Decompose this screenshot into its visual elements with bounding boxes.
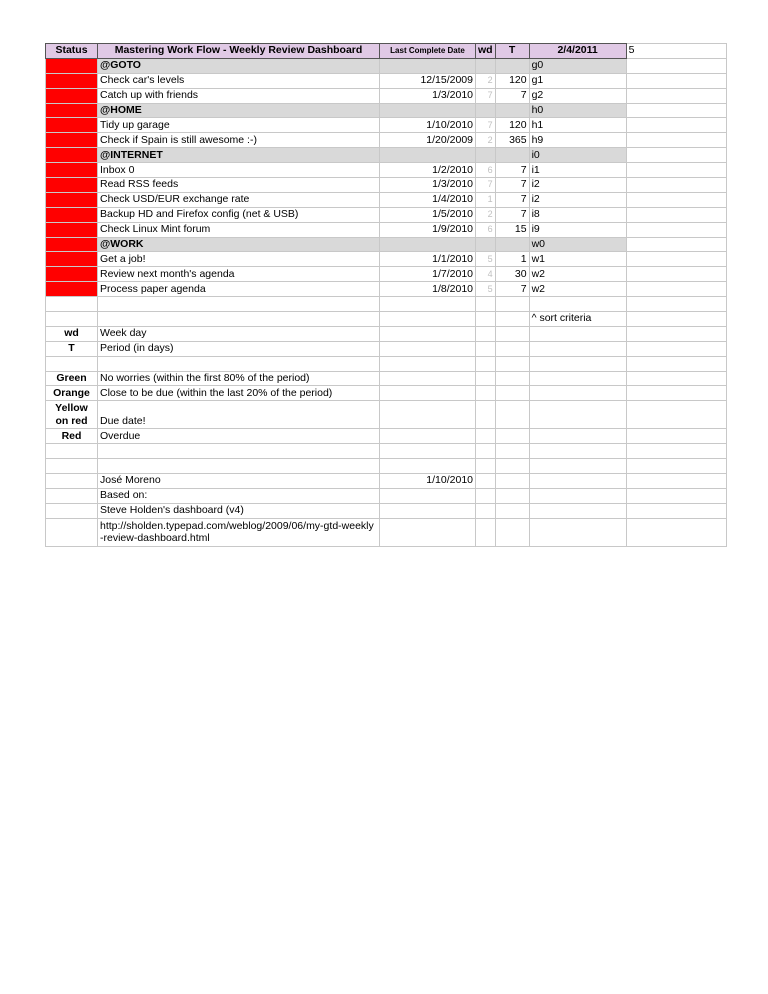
last-complete-cell[interactable]: 1/9/2010: [380, 222, 476, 237]
empty-cell[interactable]: [476, 148, 496, 163]
empty-cell[interactable]: [626, 118, 726, 133]
empty-cell[interactable]: [529, 459, 626, 474]
empty-cell[interactable]: [46, 356, 98, 371]
task-row: [46, 222, 727, 237]
last-complete-cell[interactable]: 12/15/2009: [380, 73, 476, 88]
sort-code-cell[interactable]: w0: [529, 237, 626, 252]
empty-cell[interactable]: [476, 444, 496, 459]
last-complete-cell[interactable]: 1/1/2010: [380, 252, 476, 267]
empty-cell[interactable]: [476, 297, 496, 312]
period-cell[interactable]: 120: [495, 73, 529, 88]
empty-cell[interactable]: [626, 341, 726, 356]
empty-cell[interactable]: [626, 73, 726, 88]
legend-desc[interactable]: Close to be due (within the last 20% of the period): [98, 386, 380, 401]
task-name[interactable]: Check if Spain is still awesome :-): [98, 133, 380, 148]
empty-cell[interactable]: [476, 371, 496, 386]
empty-cell[interactable]: [476, 503, 496, 518]
status-cell[interactable]: [46, 282, 98, 297]
legend-desc[interactable]: No worries (within the first 80% of the period): [98, 371, 380, 386]
wd-header[interactable]: wd: [476, 44, 496, 59]
wd-cell[interactable]: 6: [476, 222, 496, 237]
last-complete-cell[interactable]: 1/3/2010: [380, 88, 476, 103]
empty-cell[interactable]: [98, 297, 380, 312]
empty-cell[interactable]: [495, 429, 529, 444]
empty-cell[interactable]: [380, 356, 476, 371]
sort-code-cell[interactable]: h1: [529, 118, 626, 133]
empty-cell[interactable]: [380, 444, 476, 459]
empty-cell[interactable]: [626, 267, 726, 282]
empty-cell[interactable]: [626, 88, 726, 103]
empty-cell[interactable]: [495, 312, 529, 327]
empty-cell[interactable]: [626, 133, 726, 148]
context-row-work: [46, 237, 727, 252]
empty-cell[interactable]: [626, 163, 726, 178]
empty-cell[interactable]: [495, 474, 529, 489]
last-complete-header[interactable]: Last Complete Date: [380, 44, 476, 59]
status-cell[interactable]: [46, 133, 98, 148]
empty-cell[interactable]: [626, 518, 726, 546]
status-cell[interactable]: [46, 73, 98, 88]
empty-cell[interactable]: [529, 429, 626, 444]
empty-cell[interactable]: [626, 488, 726, 503]
empty-cell[interactable]: [380, 341, 476, 356]
title-header[interactable]: Mastering Work Flow - Weekly Review Dashboard: [98, 44, 380, 59]
empty-cell[interactable]: [626, 58, 726, 73]
empty-cell[interactable]: [476, 58, 496, 73]
empty-cell[interactable]: [380, 518, 476, 546]
empty-cell[interactable]: [476, 488, 496, 503]
task-row: [46, 267, 727, 282]
empty-cell[interactable]: [476, 401, 496, 429]
task-row: [46, 178, 727, 193]
task-row: [46, 163, 727, 178]
legend-key[interactable]: Orange: [46, 386, 98, 401]
based-on-label[interactable]: Based on:: [98, 488, 380, 503]
wd-cell[interactable]: 2: [476, 133, 496, 148]
empty-cell[interactable]: [476, 459, 496, 474]
sort-code-cell[interactable]: g0: [529, 58, 626, 73]
empty-cell[interactable]: [626, 178, 726, 193]
status-cell[interactable]: [46, 192, 98, 207]
empty-cell[interactable]: [626, 386, 726, 401]
empty-cell[interactable]: [46, 297, 98, 312]
sort-code-cell[interactable]: i2: [529, 192, 626, 207]
status-cell[interactable]: [46, 88, 98, 103]
empty-cell[interactable]: [529, 326, 626, 341]
sort-code-cell[interactable]: g1: [529, 73, 626, 88]
legend-row: [46, 326, 727, 341]
dashboard-table: [45, 43, 727, 547]
based-on-row: [46, 488, 727, 503]
status-cell[interactable]: [46, 178, 98, 193]
today-date-header[interactable]: 2/4/2011: [529, 44, 626, 59]
empty-cell[interactable]: [380, 371, 476, 386]
status-cell[interactable]: [46, 103, 98, 118]
empty-cell[interactable]: [46, 503, 98, 518]
empty-cell[interactable]: [495, 237, 529, 252]
blank-row: [46, 459, 727, 474]
empty-cell[interactable]: [476, 429, 496, 444]
empty-cell[interactable]: [495, 297, 529, 312]
legend-key[interactable]: Yellow on red: [46, 401, 98, 429]
empty-cell[interactable]: [495, 148, 529, 163]
legend-key[interactable]: T: [46, 341, 98, 356]
legend-key[interactable]: wd: [46, 326, 98, 341]
empty-cell[interactable]: [626, 282, 726, 297]
task-name[interactable]: Review next month's agenda: [98, 267, 380, 282]
task-row: [46, 133, 727, 148]
empty-cell[interactable]: [495, 401, 529, 429]
legend-key[interactable]: Green: [46, 371, 98, 386]
author-name[interactable]: José Moreno: [98, 474, 380, 489]
empty-cell[interactable]: [495, 103, 529, 118]
empty-cell[interactable]: [529, 371, 626, 386]
context-label[interactable]: @GOTO: [98, 58, 380, 73]
context-row-internet: [46, 148, 727, 163]
empty-cell[interactable]: [380, 297, 476, 312]
empty-cell[interactable]: [495, 444, 529, 459]
status-header[interactable]: Status: [46, 44, 98, 59]
empty-cell[interactable]: [476, 474, 496, 489]
empty-cell[interactable]: [476, 386, 496, 401]
empty-cell[interactable]: [495, 371, 529, 386]
sort-code-cell[interactable]: i2: [529, 178, 626, 193]
wd-cell[interactable]: 7: [476, 118, 496, 133]
legend-desc[interactable]: Period (in days): [98, 341, 380, 356]
status-cell[interactable]: [46, 118, 98, 133]
empty-cell[interactable]: [495, 503, 529, 518]
wd-cell[interactable]: 2: [476, 73, 496, 88]
empty-cell[interactable]: [495, 518, 529, 546]
sort-code-cell[interactable]: h0: [529, 103, 626, 118]
empty-cell[interactable]: [495, 58, 529, 73]
last-complete-cell[interactable]: 1/20/2009: [380, 133, 476, 148]
wd-cell[interactable]: 1: [476, 192, 496, 207]
last-complete-cell[interactable]: 1/10/2010: [380, 118, 476, 133]
empty-cell[interactable]: [98, 356, 380, 371]
empty-cell[interactable]: [529, 474, 626, 489]
empty-cell[interactable]: [626, 192, 726, 207]
empty-cell[interactable]: [626, 326, 726, 341]
legend-desc[interactable]: Overdue: [98, 429, 380, 444]
empty-cell[interactable]: [626, 297, 726, 312]
wd-cell[interactable]: 6: [476, 163, 496, 178]
legend-row: [46, 371, 727, 386]
empty-cell[interactable]: [380, 401, 476, 429]
empty-cell[interactable]: [476, 237, 496, 252]
task-row: [46, 282, 727, 297]
task-row: [46, 207, 727, 222]
empty-cell[interactable]: [626, 444, 726, 459]
empty-cell[interactable]: [98, 459, 380, 474]
period-cell[interactable]: 7: [495, 178, 529, 193]
period-cell[interactable]: 15: [495, 222, 529, 237]
header-row: [46, 44, 727, 59]
status-cell[interactable]: [46, 267, 98, 282]
period-cell[interactable]: 30: [495, 267, 529, 282]
sort-code-cell[interactable]: i0: [529, 148, 626, 163]
status-cell[interactable]: [46, 58, 98, 73]
empty-cell[interactable]: [476, 103, 496, 118]
last-complete-cell[interactable]: 1/5/2010: [380, 207, 476, 222]
empty-cell[interactable]: [380, 326, 476, 341]
url-row: [46, 518, 727, 546]
empty-cell[interactable]: [495, 488, 529, 503]
wd-cell[interactable]: 5: [476, 282, 496, 297]
last-complete-cell[interactable]: 1/2/2010: [380, 163, 476, 178]
empty-cell[interactable]: [380, 503, 476, 518]
empty-cell[interactable]: [626, 401, 726, 429]
empty-cell[interactable]: [380, 148, 476, 163]
empty-cell[interactable]: [380, 459, 476, 474]
empty-cell[interactable]: [529, 401, 626, 429]
sort-note-row: [46, 312, 727, 327]
sort-code-cell[interactable]: h9: [529, 133, 626, 148]
empty-cell[interactable]: [476, 326, 496, 341]
empty-cell[interactable]: [46, 444, 98, 459]
legend-row: [46, 341, 727, 356]
period-cell[interactable]: 7: [495, 163, 529, 178]
blank-row: [46, 444, 727, 459]
task-row: [46, 73, 727, 88]
empty-cell[interactable]: [529, 503, 626, 518]
empty-cell[interactable]: [626, 474, 726, 489]
context-row-home: [46, 103, 727, 118]
empty-cell[interactable]: [46, 488, 98, 503]
extra-cell[interactable]: 5: [626, 44, 726, 59]
task-row: [46, 88, 727, 103]
empty-cell[interactable]: [476, 312, 496, 327]
empty-cell[interactable]: [626, 222, 726, 237]
task-name[interactable]: Get a job!: [98, 252, 380, 267]
last-complete-cell[interactable]: 1/3/2010: [380, 178, 476, 193]
status-cell[interactable]: [46, 148, 98, 163]
sort-code-cell[interactable]: w2: [529, 267, 626, 282]
task-name[interactable]: Check Linux Mint forum: [98, 222, 380, 237]
empty-cell[interactable]: [626, 503, 726, 518]
empty-cell[interactable]: [495, 459, 529, 474]
source-row: [46, 503, 727, 518]
empty-cell[interactable]: [626, 371, 726, 386]
status-cell[interactable]: [46, 237, 98, 252]
empty-cell[interactable]: [529, 444, 626, 459]
legend-key[interactable]: Red: [46, 429, 98, 444]
author-date[interactable]: 1/10/2010: [380, 474, 476, 489]
legend-desc[interactable]: Due date!: [98, 401, 380, 429]
sort-code-cell[interactable]: w2: [529, 282, 626, 297]
task-name[interactable]: Backup HD and Firefox config (net & USB): [98, 207, 380, 222]
empty-cell[interactable]: [98, 312, 380, 327]
empty-cell[interactable]: [476, 356, 496, 371]
context-label[interactable]: @HOME: [98, 103, 380, 118]
status-cell[interactable]: [46, 252, 98, 267]
task-row: [46, 252, 727, 267]
period-cell[interactable]: 120: [495, 118, 529, 133]
blank-row: [46, 297, 727, 312]
empty-cell[interactable]: [380, 386, 476, 401]
context-label[interactable]: @WORK: [98, 237, 380, 252]
empty-cell[interactable]: [380, 103, 476, 118]
task-name[interactable]: Inbox 0: [98, 163, 380, 178]
empty-cell[interactable]: [626, 312, 726, 327]
empty-cell[interactable]: [380, 488, 476, 503]
sort-code-cell[interactable]: w1: [529, 252, 626, 267]
task-name[interactable]: Check car's levels: [98, 73, 380, 88]
empty-cell[interactable]: [495, 386, 529, 401]
empty-cell[interactable]: [529, 386, 626, 401]
period-cell[interactable]: 365: [495, 133, 529, 148]
task-row: [46, 118, 727, 133]
empty-cell[interactable]: [626, 356, 726, 371]
empty-cell[interactable]: [380, 312, 476, 327]
last-complete-cell[interactable]: 1/8/2010: [380, 282, 476, 297]
t-header[interactable]: T: [495, 44, 529, 59]
empty-cell[interactable]: [626, 207, 726, 222]
author-row: [46, 474, 727, 489]
wd-cell[interactable]: 4: [476, 267, 496, 282]
empty-cell[interactable]: [380, 58, 476, 73]
period-cell[interactable]: 7: [495, 282, 529, 297]
empty-cell[interactable]: [529, 341, 626, 356]
task-name[interactable]: Catch up with friends: [98, 88, 380, 103]
empty-cell[interactable]: [495, 326, 529, 341]
empty-cell[interactable]: [626, 148, 726, 163]
empty-cell[interactable]: [626, 252, 726, 267]
wd-cell[interactable]: 7: [476, 88, 496, 103]
sort-criteria-note[interactable]: ^ sort criteria: [529, 312, 626, 327]
empty-cell[interactable]: [529, 488, 626, 503]
period-cell[interactable]: 7: [495, 88, 529, 103]
task-name[interactable]: Tidy up garage: [98, 118, 380, 133]
sort-code-cell[interactable]: i8: [529, 207, 626, 222]
period-cell[interactable]: 7: [495, 192, 529, 207]
wd-cell[interactable]: 5: [476, 252, 496, 267]
empty-cell[interactable]: [98, 444, 380, 459]
period-cell[interactable]: 1: [495, 252, 529, 267]
empty-cell[interactable]: [380, 429, 476, 444]
context-label[interactable]: @INTERNET: [98, 148, 380, 163]
status-cell[interactable]: [46, 163, 98, 178]
period-cell[interactable]: 7: [495, 207, 529, 222]
empty-cell[interactable]: [626, 459, 726, 474]
legend-desc[interactable]: Week day: [98, 326, 380, 341]
legend-row: [46, 401, 727, 429]
empty-cell[interactable]: [46, 518, 98, 546]
blank-row: [46, 356, 727, 371]
wd-cell[interactable]: 7: [476, 178, 496, 193]
task-name[interactable]: Check USD/EUR exchange rate: [98, 192, 380, 207]
empty-cell[interactable]: [626, 103, 726, 118]
empty-cell[interactable]: [46, 459, 98, 474]
context-row-goto: [46, 58, 727, 73]
sort-code-cell[interactable]: g2: [529, 88, 626, 103]
task-row: [46, 192, 727, 207]
empty-cell[interactable]: [529, 297, 626, 312]
empty-cell[interactable]: [46, 312, 98, 327]
task-name[interactable]: Read RSS feeds: [98, 178, 380, 193]
last-complete-cell[interactable]: 1/4/2010: [380, 192, 476, 207]
legend-row: [46, 429, 727, 444]
empty-cell[interactable]: [476, 341, 496, 356]
legend-row: [46, 386, 727, 401]
empty-cell[interactable]: [495, 356, 529, 371]
empty-cell[interactable]: [380, 237, 476, 252]
empty-cell[interactable]: [626, 429, 726, 444]
empty-cell[interactable]: [476, 518, 496, 546]
status-cell[interactable]: [46, 207, 98, 222]
empty-cell[interactable]: [529, 518, 626, 546]
source-url[interactable]: http://sholden.typepad.com/weblog/2009/06/my-gtd-weekly-review-dashboard.html: [98, 518, 380, 546]
source-name[interactable]: Steve Holden's dashboard (v4): [98, 503, 380, 518]
sort-code-cell[interactable]: i1: [529, 163, 626, 178]
empty-cell[interactable]: [529, 356, 626, 371]
last-complete-cell[interactable]: 1/7/2010: [380, 267, 476, 282]
status-cell[interactable]: [46, 222, 98, 237]
empty-cell[interactable]: [626, 237, 726, 252]
wd-cell[interactable]: 2: [476, 207, 496, 222]
empty-cell[interactable]: [495, 341, 529, 356]
task-name[interactable]: Process paper agenda: [98, 282, 380, 297]
empty-cell[interactable]: [46, 474, 98, 489]
sort-code-cell[interactable]: i9: [529, 222, 626, 237]
